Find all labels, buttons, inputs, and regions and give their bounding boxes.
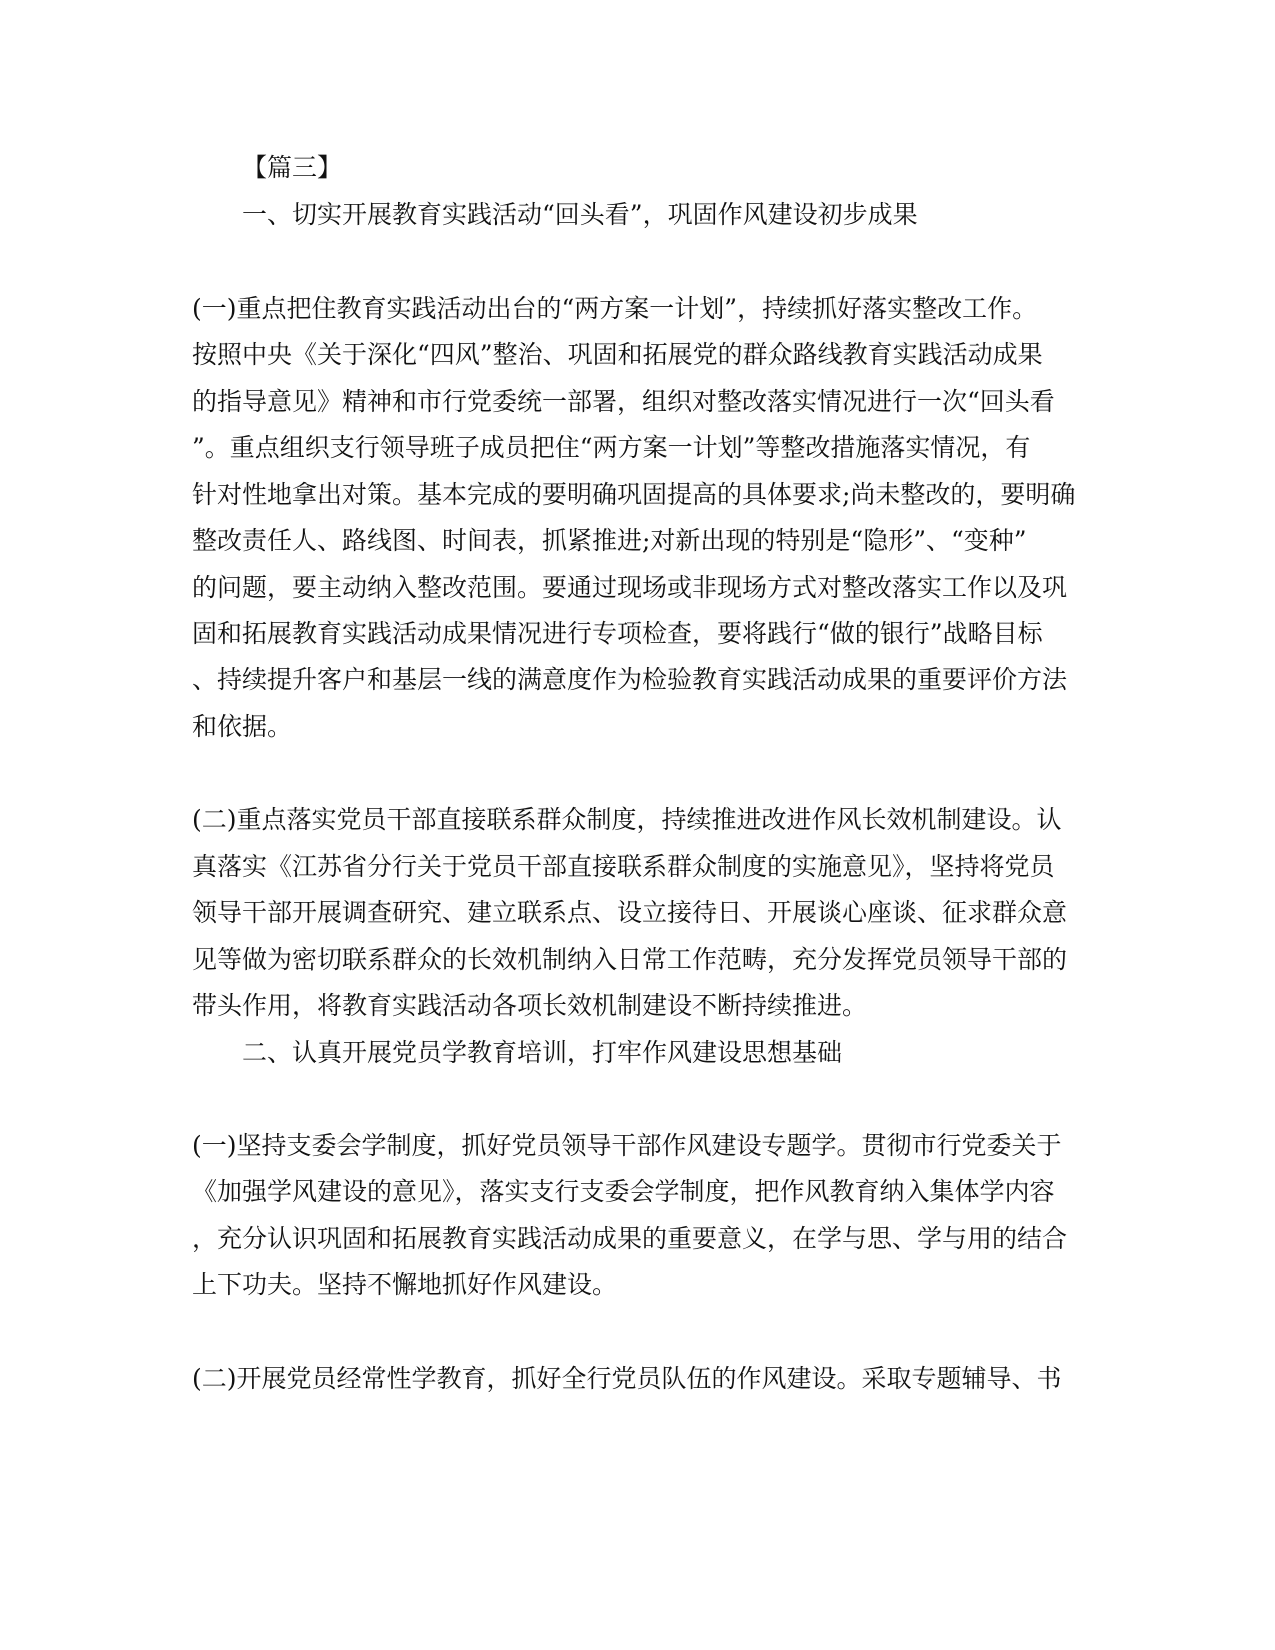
paragraph-4-line: (二)开展党员经常性学教育，抓好全行党员队伍的作风建设。采取专题辅导、书	[192, 1364, 1062, 1393]
paragraph-1-line: 和依据。	[192, 712, 293, 741]
section-title: 【篇三】	[242, 153, 343, 182]
paragraph-1-line: 按照中央《关于深化“四风”整治、巩固和拓展党的群众路线教育实践活动成果	[192, 340, 1043, 369]
paragraph-3-line: ，充分认识巩固和拓展教育实践活动成果的重要意义，在学与思、学与用的结合	[192, 1224, 1068, 1253]
paragraph-1-line: 针对性地拿出对策。基本完成的要明确巩固提高的具体要求;尚未整改的，要明确	[192, 480, 1076, 509]
heading-1: 一、切实开展教育实践活动“回头看”，巩固作风建设初步成果	[242, 200, 918, 229]
paragraph-1-line: 、持续提升客户和基层一线的满意度作为检验教育实践活动成果的重要评价方法	[192, 665, 1068, 694]
heading-2: 二、认真开展党员学教育培训，打牢作风建设思想基础	[242, 1038, 843, 1067]
paragraph-1-line: 的指导意见》精神和市行党委统一部署，组织对整改落实情况进行一次“回头看	[192, 387, 1055, 416]
paragraph-1-line: 整改责任人、路线图、时间表，抓紧推进;对新出现的特别是“隐形”、“变种”	[192, 526, 1027, 555]
paragraph-3-line: 上下功夫。坚持不懈地抓好作风建设。	[192, 1270, 618, 1299]
paragraph-1-line: 的问题，要主动纳入整改范围。要通过现场或非现场方式对整改落实工作以及巩	[192, 573, 1068, 602]
paragraph-2-line: (二)重点落实党员干部直接联系群众制度，持续推进改进作风长效机制建设。认	[192, 805, 1062, 834]
paragraph-2-line: 见等做为密切联系群众的长效机制纳入日常工作范畴，充分发挥党员领导干部的	[192, 945, 1068, 974]
paragraph-2-line: 真落实《江苏省分行关于党员干部直接联系群众制度的实施意见》，坚持将党员	[192, 852, 1055, 881]
paragraph-2-line: 带头作用，将教育实践活动各项长效机制建设不断持续推进。	[192, 991, 868, 1020]
paragraph-3-line: 《加强学风建设的意见》，落实支行支委会学制度，把作风教育纳入集体学内容	[192, 1177, 1055, 1206]
paragraph-1-line: 固和拓展教育实践活动成果情况进行专项检查，要将践行“做的银行”战略目标	[192, 619, 1043, 648]
paragraph-1-line: ”。重点组织支行领导班子成员把住“两方案一计划”等整改措施落实情况，有	[192, 433, 1031, 462]
paragraph-3-line: (一)坚持支委会学制度，抓好党员领导干部作风建设专题学。贯彻市行党委关于	[192, 1131, 1062, 1160]
paragraph-1-line: (一)重点把住教育实践活动出台的“两方案一计划”，持续抓好落实整改工作。	[192, 294, 1038, 323]
paragraph-2-line: 领导干部开展调查研究、建立联系点、设立接待日、开展谈心座谈、征求群众意	[192, 898, 1068, 927]
